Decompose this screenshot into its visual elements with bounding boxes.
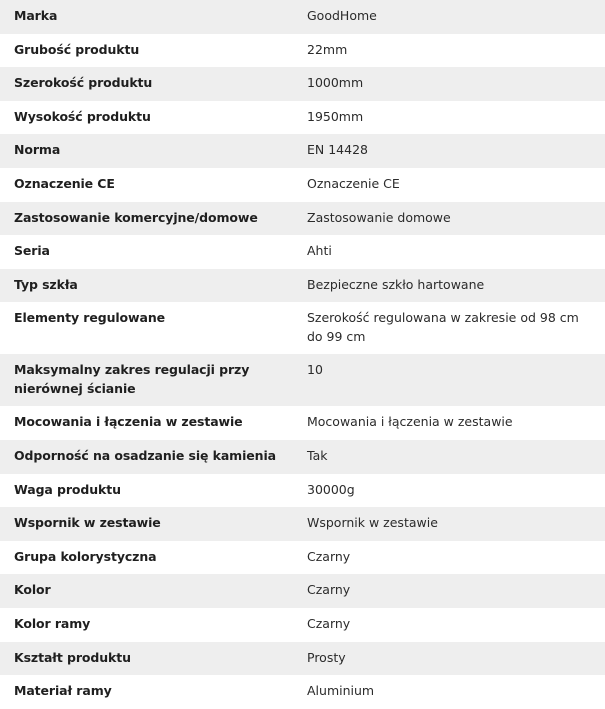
spec-name: Oznaczenie CE [14, 175, 115, 191]
spec-name: Grupa kolorystyczna [14, 548, 157, 564]
spec-value: Czarny [307, 615, 351, 631]
spec-name: Waga produktu [14, 481, 121, 497]
spec-row [0, 134, 605, 168]
spec-value: Czarny [307, 582, 351, 598]
spec-value: Ahti [307, 243, 332, 259]
spec-name: Elementy regulowane [14, 310, 165, 326]
spec-name: Wysokość produktu [14, 108, 151, 124]
spec-name: Zastosowanie komercyjne/domowe [14, 209, 258, 225]
spec-name: Maksymalny zakres regulacji przy nierównej ścianie [14, 362, 250, 397]
spec-name: Kształt produktu [14, 649, 131, 665]
spec-row [0, 642, 605, 676]
spec-name: Grubość produktu [14, 41, 140, 57]
spec-name: Mocowania i łączenia w zestawie [14, 414, 243, 430]
spec-value: Oznaczenie CE [307, 175, 400, 191]
spec-row [0, 474, 605, 508]
spec-name: Szerokość produktu [14, 75, 153, 91]
spec-row [0, 608, 605, 642]
spec-value: Mocowania i łączenia w zestawie [307, 414, 513, 430]
spec-value: Zastosowanie domowe [307, 209, 451, 225]
spec-row [0, 440, 605, 474]
spec-row [0, 168, 605, 202]
spec-row [0, 0, 605, 34]
spec-name: Kolor ramy [14, 615, 91, 631]
spec-value: Wspornik w zestawie [307, 515, 438, 531]
spec-name: Kolor [14, 582, 51, 598]
spec-value: EN 14428 [307, 142, 368, 158]
spec-value: 22mm [307, 41, 348, 57]
spec-name: Typ szkła [14, 276, 78, 292]
spec-value: 10 [307, 362, 323, 378]
spec-value: 1950mm [307, 108, 364, 124]
spec-value: Czarny [307, 548, 351, 564]
spec-value: Tak [307, 447, 328, 463]
spec-name: Seria [14, 243, 50, 259]
spec-name: Norma [14, 142, 61, 158]
spec-row [0, 574, 605, 608]
spec-row [0, 235, 605, 269]
spec-value: Aluminium [307, 683, 375, 699]
spec-value: 30000g [307, 481, 355, 497]
spec-row [0, 67, 605, 101]
spec-row [0, 507, 605, 541]
spec-name: Marka [14, 8, 58, 23]
spec-row [0, 354, 605, 406]
spec-value: 1000mm [307, 75, 364, 91]
spec-row [0, 269, 605, 303]
spec-value: Prosty [307, 649, 346, 665]
spec-row [0, 34, 605, 68]
spec-name: Wspornik w zestawie [14, 515, 161, 531]
spec-value: Szerokość regulowana w zakresie od 98 cm do 99 cm [307, 310, 579, 345]
spec-row [0, 302, 605, 354]
spec-row [0, 541, 605, 575]
spec-name: Materiał ramy [14, 683, 112, 699]
spec-row [0, 406, 605, 440]
spec-row [0, 101, 605, 135]
spec-name: Odporność na osadzanie się kamienia [14, 447, 276, 463]
spec-row [0, 675, 605, 709]
spec-value: GoodHome [307, 8, 377, 23]
spec-row [0, 202, 605, 236]
spec-value: Bezpieczne szkło hartowane [307, 276, 485, 292]
